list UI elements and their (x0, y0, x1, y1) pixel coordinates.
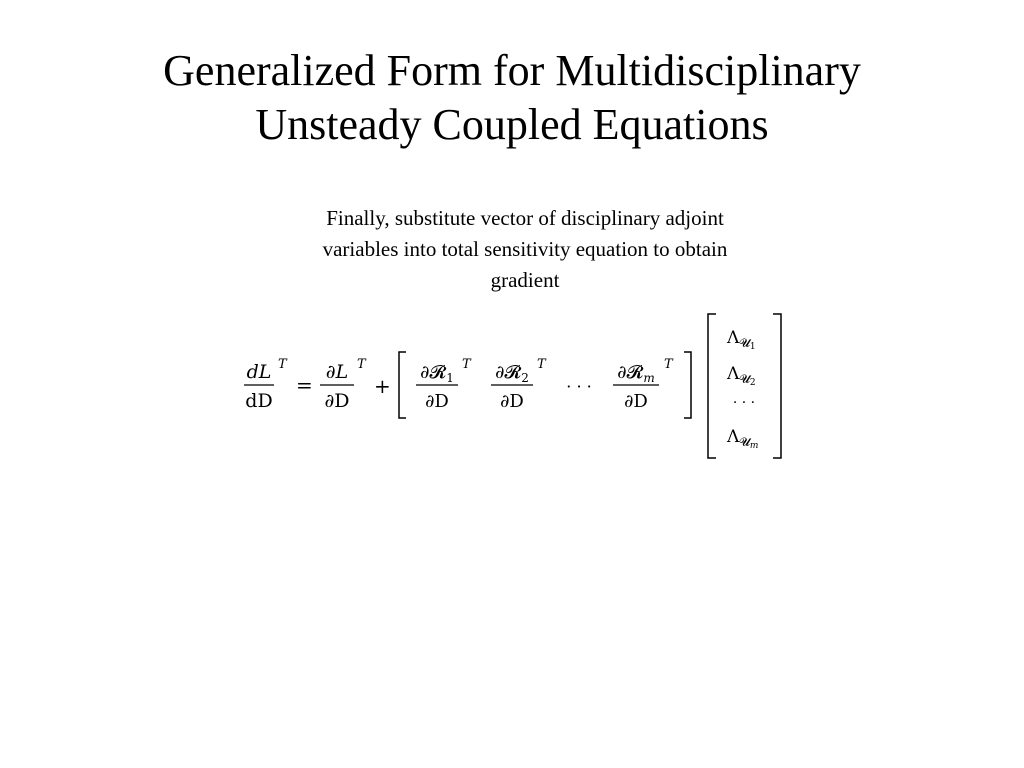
partial-l-fraction (320, 357, 367, 412)
partial-l-transpose: T (357, 357, 366, 372)
plus-sign: + (374, 374, 391, 398)
row-term-2 (491, 357, 547, 412)
column-ellipsis: · · · (732, 395, 756, 411)
row-right-bracket (684, 352, 691, 418)
partial-l-denominator: ∂D (324, 390, 350, 412)
row-term-m-transpose: T (664, 357, 673, 372)
body-line-3: gradient (490, 268, 560, 292)
slide-title (0, 44, 1024, 152)
body-line-1: Finally, substitute vector of disciplinary adjoint (326, 206, 724, 230)
equation-svg (236, 310, 796, 466)
lhs-fraction (244, 357, 288, 412)
row-term-2-numerator: ∂𝓡$_2$ (495, 362, 529, 385)
lhs-transpose: T (278, 357, 287, 372)
body-text (262, 203, 788, 296)
row-term-2-transpose: T (537, 357, 546, 372)
lhs-numerator: dL (246, 361, 272, 383)
body-line-2: variables into total sensitivity equation to obtain (322, 237, 728, 261)
lhs-denominator: dD (245, 390, 273, 412)
column-entry-m: $\Lambda_𝓤m$ (727, 427, 759, 451)
row-term-m-denominator: ∂D (624, 391, 648, 412)
sensitivity-equation (236, 310, 796, 466)
equals-sign: = (296, 373, 313, 397)
column-right-bracket (773, 314, 781, 458)
column-entry-1: $\Lambda_𝓤1$ (727, 328, 756, 352)
partial-l-numerator: ∂L (325, 361, 349, 383)
column-entry-2: $\Lambda_𝓤2$ (727, 364, 756, 388)
row-term-1-numerator: ∂𝓡$_1$ (420, 362, 454, 385)
row-term-1 (416, 357, 472, 412)
row-term-1-denominator: ∂D (425, 391, 449, 412)
row-term-m (613, 357, 674, 412)
row-term-2-denominator: ∂D (500, 391, 524, 412)
row-term-m-numerator: ∂𝓡$_m$ (617, 362, 655, 385)
title-line-2: Unsteady Coupled Equations (255, 100, 769, 149)
title-line-1: Generalized Form for Multidisciplinary (163, 46, 861, 95)
row-term-1-transpose: T (462, 357, 471, 372)
row-left-bracket (399, 352, 406, 418)
column-left-bracket (708, 314, 716, 458)
row-ellipsis: · · · (566, 377, 592, 396)
